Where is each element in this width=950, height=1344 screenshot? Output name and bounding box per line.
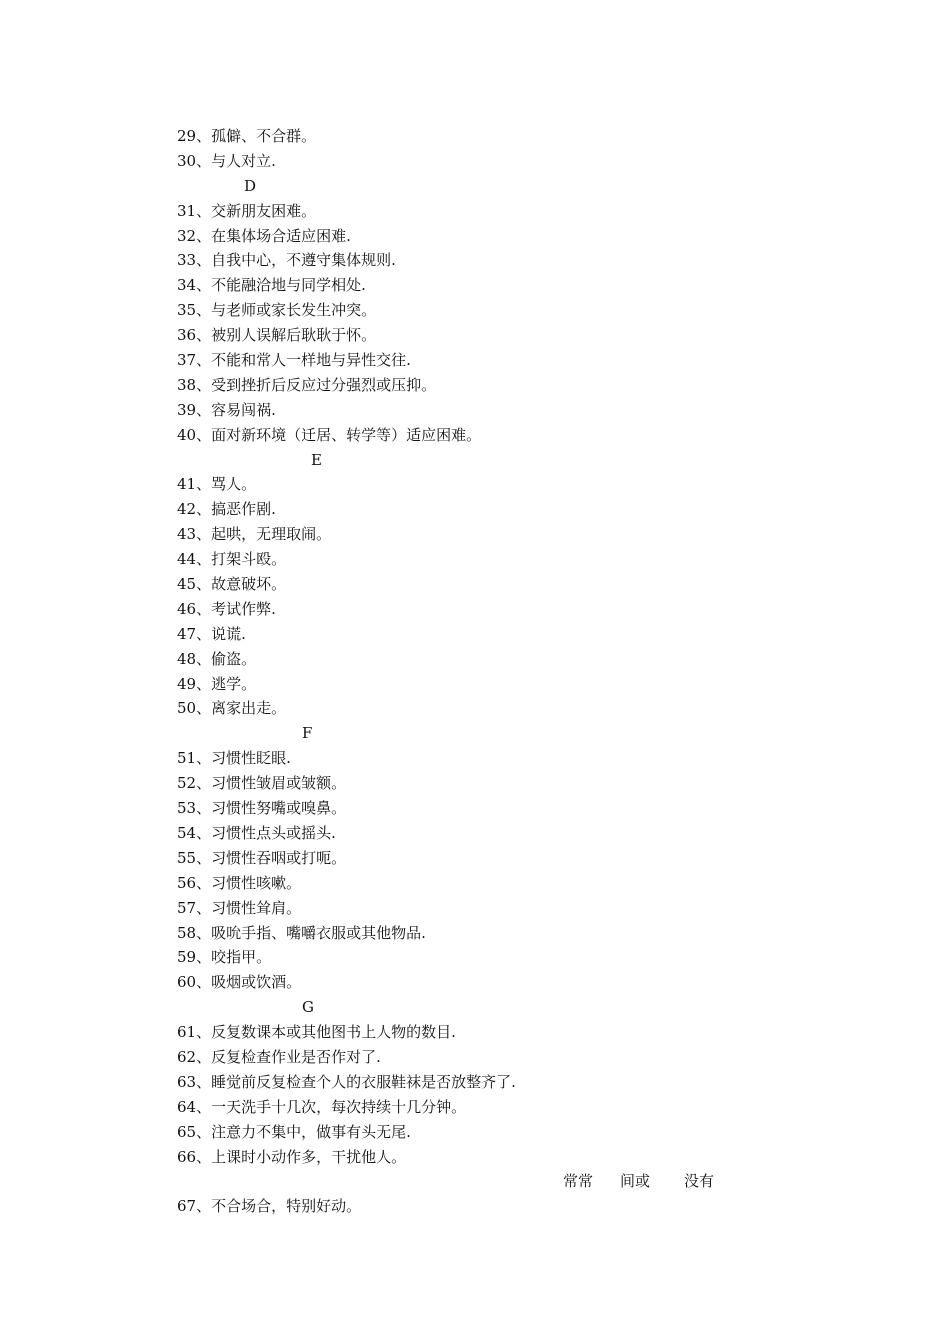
answer-option-sometimes: 间或	[620, 1172, 651, 1191]
questionnaire-content	[177, 124, 777, 1219]
question-item: 41、骂人。	[177, 475, 257, 494]
question-item: 45、故意破坏。	[177, 575, 287, 594]
question-item: 35、与老师或家长发生冲突。	[177, 301, 377, 320]
question-item: 55、习惯性吞咽或打呃。	[177, 848, 347, 867]
question-item: 38、受到挫折后反应过分强烈或压抑。	[177, 375, 437, 394]
section-heading-e: E	[311, 450, 322, 469]
question-item: 29、孤僻、不合群。	[177, 127, 317, 145]
question-item: 66、上课时小动作多，干扰他人。	[177, 1147, 407, 1166]
question-item: 67、不合场合，特别好动。	[177, 1197, 362, 1216]
question-item: 52、习惯性皱眉或皱额。	[177, 774, 347, 793]
question-item: 32、在集体场合适应困难.	[177, 226, 351, 245]
section-heading-f: F	[302, 724, 313, 743]
question-item: 31、交新朋友困难。	[177, 201, 317, 220]
question-item: 54、习惯性点头或摇头.	[177, 823, 336, 842]
section-heading-d: D	[244, 176, 257, 195]
question-item: 57、习惯性耸肩。	[177, 898, 302, 917]
question-item: 36、被别人误解后耿耿于怀。	[177, 326, 377, 345]
question-item: 56、习惯性咳嗽。	[177, 873, 302, 892]
answer-options-header	[177, 1169, 777, 1194]
answer-option-often: 常常	[563, 1172, 594, 1191]
question-item: 62、反复检查作业是否作对了.	[177, 1047, 381, 1066]
section-heading-g: G	[302, 998, 314, 1017]
question-item: 58、吸吮手指、嘴嚼衣服或其他物品.	[177, 923, 426, 942]
question-item: 30、与人对立.	[177, 151, 276, 170]
question-item: 37、不能和常人一样地与异性交往.	[177, 351, 411, 370]
question-item: 33、自我中心，不遵守集体规则.	[177, 251, 396, 270]
question-item: 61、反复数课本或其他图书上人物的数目.	[177, 1023, 456, 1042]
question-item: 53、习惯性努嘴或嗅鼻。	[177, 799, 347, 818]
answer-option-never: 没有	[684, 1172, 715, 1191]
question-item: 42、搞恶作剧.	[177, 500, 276, 519]
question-item: 51、习惯性眨眼.	[177, 749, 291, 768]
question-item: 39、容易闯祸.	[177, 400, 276, 419]
question-item: 34、不能融洽地与同学相处.	[177, 276, 366, 295]
question-item: 40、面对新环境（迁居、转学等）适应困难。	[177, 425, 482, 444]
question-item: 47、说谎.	[177, 624, 246, 643]
question-item: 65、注意力不集中，做事有头无尾.	[177, 1122, 411, 1141]
question-item: 43、起哄，无理取闹。	[177, 525, 332, 544]
question-item: 60、吸烟或饮酒。	[177, 973, 302, 992]
question-item: 64、一天洗手十几次，每次持续十几分钟。	[177, 1097, 467, 1116]
question-item: 46、考试作弊.	[177, 599, 276, 618]
question-item: 50、离家出走。	[177, 699, 287, 718]
question-item: 59、咬指甲。	[177, 948, 272, 967]
question-item: 48、偷盗。	[177, 649, 257, 668]
question-item: 44、打架斗殴。	[177, 550, 287, 569]
question-item: 63、睡觉前反复检查个人的衣服鞋袜是否放整齐了.	[177, 1072, 516, 1091]
question-item: 49、逃学。	[177, 674, 257, 693]
